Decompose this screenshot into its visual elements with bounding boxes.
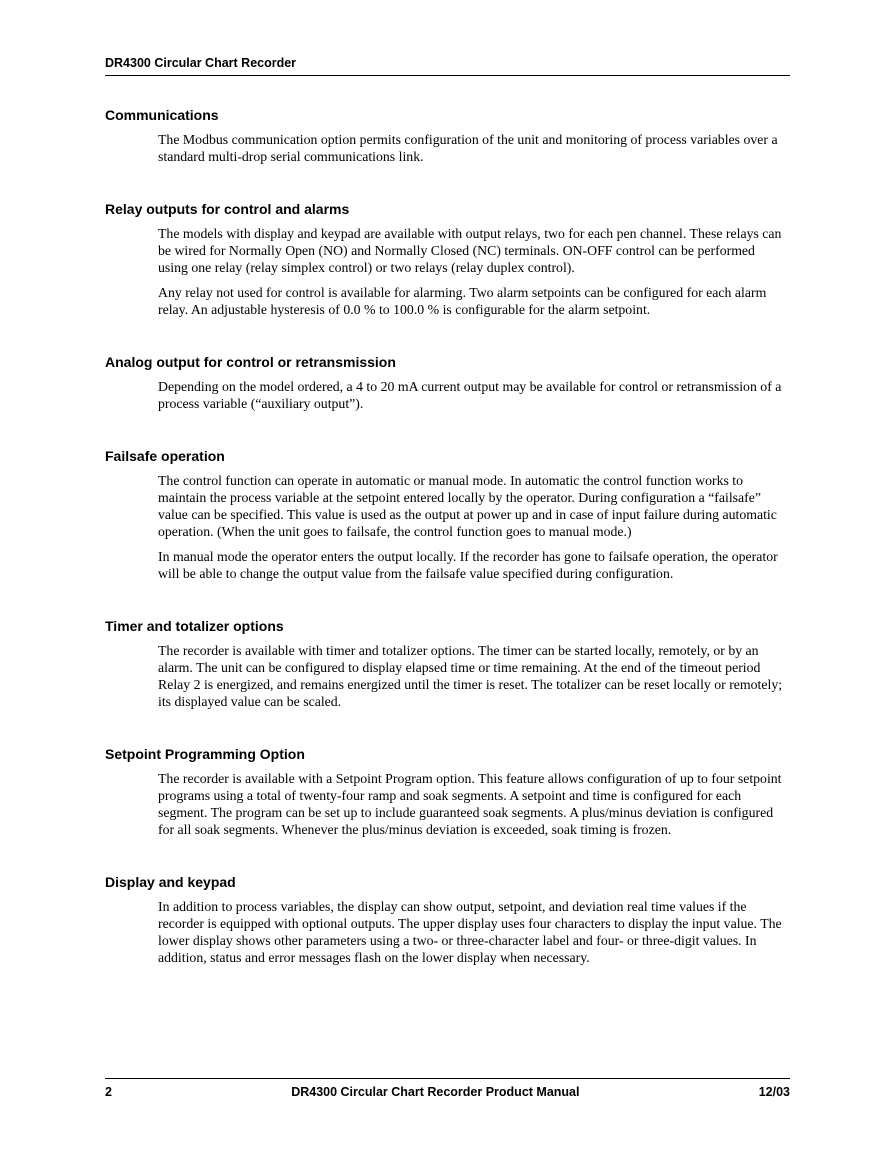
section-heading: Setpoint Programming Option xyxy=(105,746,305,762)
footer-manual-title: DR4300 Circular Chart Recorder Product Manual xyxy=(291,1085,580,1099)
section-timer-totalizer xyxy=(105,617,790,710)
paragraph: The models with display and keypad are available with output relays, two for each pen channel. These relays can be wired for Normally Open (NO) and Normally Closed (NC) terminals. ON-OFF control can be performed using one relay (relay simplex control) or two relays (relay duplex control). xyxy=(158,226,782,275)
section-relay-outputs xyxy=(105,200,790,318)
section-heading: Display and keypad xyxy=(105,874,236,890)
document-body xyxy=(105,106,790,966)
section-setpoint-programming xyxy=(105,745,790,838)
paragraph: The recorder is available with a Setpoint Program option. This feature allows configuration of up to four setpoint programs using a total of twenty-four ramp and soak segments. A setpoint and time is configured for each segment. The program can be set up to include guaranteed soak segments. A plus/minus deviation is configured for all soak segments. Whenever the plus/minus deviation is exceeded, soak timing is frozen. xyxy=(158,771,782,837)
paragraph: The control function can operate in automatic or manual mode. In automatic the control function works to maintain the process variable at the setpoint entered locally by the operator. During configuration a “failsafe” value can be specified. This value is used as the output at power up and in case of input failure during automatic operation. (When the unit goes to failsafe, the control function goes to manual mode.) xyxy=(158,473,777,539)
section-failsafe-operation xyxy=(105,447,790,582)
paragraph: Depending on the model ordered, a 4 to 20 mA current output may be available for control or retransmission of a process variable (“auxiliary output”). xyxy=(158,379,782,411)
section-display-keypad xyxy=(105,873,790,966)
paragraph: In manual mode the operator enters the output locally. If the recorder has gone to failsafe operation, the operator will be able to change the output value from the failsafe value specified during configuration. xyxy=(158,549,778,581)
footer-page-number: 2 xyxy=(105,1085,112,1099)
section-communications xyxy=(105,106,790,165)
section-heading: Relay outputs for control and alarms xyxy=(105,201,350,217)
paragraph: Any relay not used for control is available for alarming. Two alarm setpoints can be configured for each alarm relay. An adjustable hysteresis of 0.0 % to 100.0 % is configurable for the alarm setpoint. xyxy=(158,285,767,317)
section-heading: Analog output for control or retransmission xyxy=(105,354,396,370)
section-heading: Communications xyxy=(105,107,219,123)
paragraph: In addition to process variables, the display can show output, setpoint, and deviation real time values if the recorder is equipped with optional outputs. The upper display uses four characters to display the input value. The lower display shows other parameters using a two- or three-character label and four- or three-digit values. In addition, status and error messages flash on the lower display when necessary. xyxy=(158,899,782,965)
header-title: DR4300 Circular Chart Recorder xyxy=(105,56,297,70)
page-header xyxy=(105,56,790,76)
footer-date: 12/03 xyxy=(758,1085,790,1099)
section-heading: Timer and totalizer options xyxy=(105,618,284,634)
paragraph: The recorder is available with timer and totalizer options. The timer can be started locally, remotely, or by an alarm. The unit can be configured to display elapsed time or time remaining. At the end of the timeout period Relay 2 is energized, and remains energized until the timer is reset. The totalizer can be reset locally or remotely; its displayed value can be scaled. xyxy=(158,643,783,709)
section-analog-output xyxy=(105,353,790,412)
page-footer xyxy=(105,1078,790,1099)
section-heading: Failsafe operation xyxy=(105,448,225,464)
paragraph: The Modbus communication option permits configuration of the unit and monitoring of process variables over a standard multi-drop serial communications link. xyxy=(158,132,778,164)
